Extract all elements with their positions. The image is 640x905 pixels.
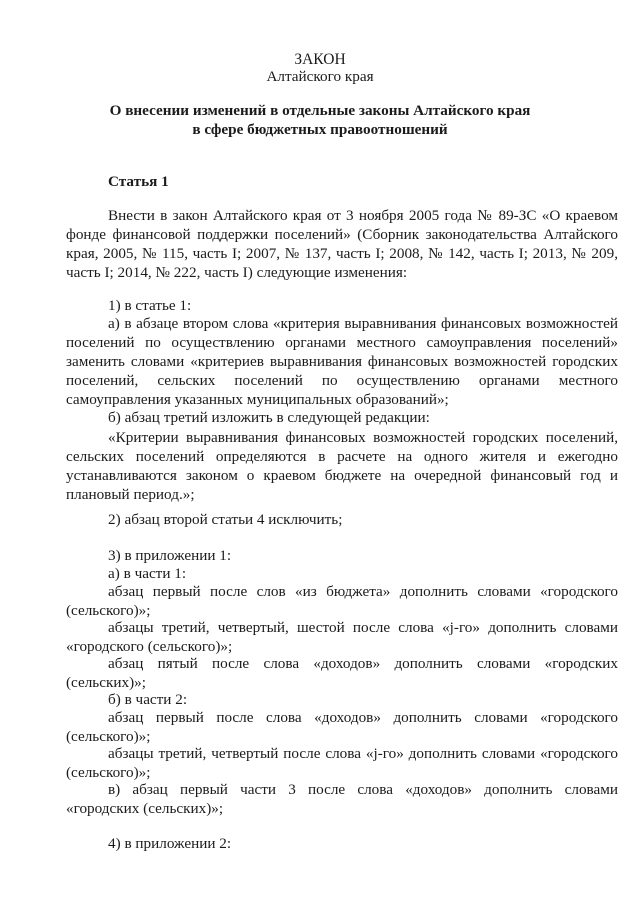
law-title: ЗАКОН <box>294 51 346 68</box>
intro-paragraph: Внести в закон Алтайского края от 3 ноября 2005 года № 89-ЗС «О краевом фонде финансовой поддержки поселений» (Сборник законодательства Алтайского края, 2005, № 115, часть I; 2007, № 137, часть I; 2008, № 142, часть I; 2013, № 209, часть I; 2014, № 222, часть I) следующие изменения: <box>66 207 618 281</box>
law-heading-line-2: в сфере бюджетных правоотношений <box>192 121 448 138</box>
item-3a-paragraph-1: абзац первый после слов «из бюджета» дополнить словами «городского (сельского)»; <box>66 583 618 619</box>
item-2: 2) абзац второй статьи 4 исключить; <box>108 511 343 528</box>
item-3a-paragraph-3: абзац пятый после слова «доходов» дополнить словами «городских (сельских)»; <box>66 655 618 691</box>
item-1b: б) абзац третий изложить в следующей редакции: <box>108 409 430 426</box>
item-3b-paragraph-1: абзац первый после слова «доходов» дополнить словами «городского (сельского)»; <box>66 709 618 745</box>
law-heading-line-1: О внесении изменений в отдельные законы Алтайского края <box>109 102 531 119</box>
item-3b-paragraph-2: абзацы третий, четвертый после слова «j-го» дополнить словами «городского (сельского)»; <box>66 745 618 781</box>
item-1b-text: «Критерии выравнивания финансовых возможностей городских поселений, сельских поселений определяются в расчете на одного жителя и ежегодно устанавливаются законом о краевом бюджете на очередной финансовый год и плановый период.»; <box>66 429 618 503</box>
item-3a-paragraph-2: абзацы третий, четвертый, шестой после слова «j-го» дополнить словами «городского (сельского)»; <box>66 619 618 655</box>
item-3: 3) в приложении 1: <box>108 547 232 564</box>
item-3a: а) в части 1: <box>108 565 187 582</box>
law-region: Алтайского края <box>266 68 374 85</box>
item-3c: в) абзац первый части 3 после слова «доходов» дополнить словами «городских (сельских)»; <box>66 781 618 817</box>
item-1: 1) в статье 1: <box>108 297 192 314</box>
item-3b: б) в части 2: <box>108 691 188 708</box>
item-4: 4) в приложении 2: <box>108 835 232 852</box>
article-title: Статья 1 <box>108 173 169 190</box>
item-1a: а) в абзаце втором слова «критерия выравнивания финансовых возможностей поселений по осуществлению органами местного самоуправления поселений» заменить словами «критериев выравнивания финансовых возможностей городских поселений, сельских поселений по осуществлению органами местного самоуправления указанных муниципальных образований»; <box>66 315 618 408</box>
